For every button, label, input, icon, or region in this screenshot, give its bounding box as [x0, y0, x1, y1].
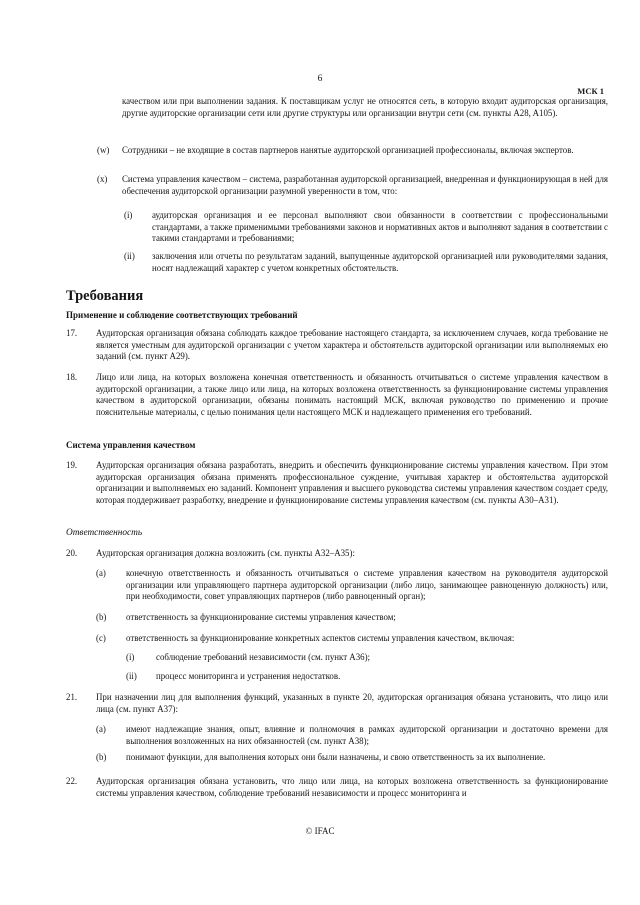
- para-19-text: Аудиторская организация обязана разработать, внедрить и обеспечить функционирование системы управления качеством. При этом аудиторская организация обязана применять профессиональное суждение, учитывая характер и обстоятельства аудиторской организации и выполняемых ею заданий. Компонент управления и высшего руководства системы управления качеством создает среду, которая поддерживает разработку, внедрение и функционирование системы управления качеством (см. пункты A30–A31).: [96, 460, 608, 505]
- para-20-b-label: (b): [96, 612, 107, 622]
- definition-x-i-text: аудиторская организация и ее персонал выполняют свои обязанности в соответствии с профессиональными стандартами, а также применимыми требованиями законов и нормативных актов и выполняют задания в соответствии с такими стандартами и требованиями;: [152, 210, 608, 244]
- para-20-c-text: ответственность за функционирование конкретных аспектов системы управления качеством, включая:: [126, 633, 515, 643]
- subheading-quality-system: Система управления качеством: [66, 440, 196, 450]
- para-20-number: 20.: [66, 548, 78, 558]
- para-20-text: Аудиторская организация должна возложить (см. пункты A32–A35):: [96, 548, 355, 558]
- section-heading: Требования: [66, 288, 144, 304]
- footer-copyright: © IFAC: [305, 826, 335, 836]
- para-18-number: 18.: [66, 372, 78, 382]
- para-22-number: 22.: [66, 776, 78, 786]
- para-21-b-label: (b): [96, 752, 107, 762]
- para-21-a-text: имеют надлежащие знания, опыт, влияние и полномочия в рамках аудиторской организации и достаточно времени для выполнения возложенных на них обязанностей (см. пункт A38);: [126, 724, 608, 746]
- para-18-text: Лицо или лица, на которых возложена конечная ответственность и обязанность отчитываться о системе управления качеством в аудиторской организации, а также лицо или лица, на которых возложена ответственность за функционирование системы управления качеством в аудиторской организации, обязаны понимать настоящий МСК, включая руководство по применению и прочие пояснительные материалы, с целью понимания цели настоящего МСК и надлежащего применения его требований.: [96, 372, 608, 417]
- para-22-text: Аудиторская организация обязана установить, что лицо или лица, на которых возложена ответственность за функционирование системы управления качеством, соблюдение требований независимости и процесс мониторинга и: [96, 776, 608, 798]
- definition-x-label: (x): [97, 174, 108, 184]
- para-21-b-text: понимают функции, для выполнения которых они были назначены, и свою ответственность за их выполнение.: [126, 752, 546, 762]
- para-20-c-i-text: соблюдение требований независимости (см. пункт A36);: [156, 652, 371, 662]
- definition-x-ii-label: (ii): [124, 251, 135, 261]
- document-code: МСК 1: [577, 86, 604, 96]
- definition-x-ii-text: заключения или отчеты по результатам заданий, выпущенные аудиторской организацией или руководителями задания, носят надлежащий характер с учетом конкретных обстоятельств.: [152, 251, 608, 273]
- definition-continuation: качеством или при выполнении задания. К поставщикам услуг не относятся сеть, в которую входит аудиторская организация, другие аудиторские организации сети или другие структуры или организации внутри сети (см. пункты A28, A105).: [122, 96, 608, 118]
- para-20-c-i-label: (i): [126, 652, 135, 662]
- para-21-a-label: (a): [96, 724, 106, 734]
- para-17-number: 17.: [66, 328, 78, 338]
- page-number: 6: [317, 74, 323, 84]
- para-20-b-text: ответственность за функционирование системы управления качеством;: [126, 612, 396, 622]
- definition-x-i-label: (i): [124, 210, 133, 220]
- definition-w-text: Сотрудники – не входящие в состав партнеров нанятые аудиторской организацией профессионалы, включая экспертов.: [122, 145, 574, 155]
- para-19-number: 19.: [66, 460, 78, 470]
- para-21-text: При назначении лиц для выполнения функций, указанных в пункте 20, аудиторская организация обязана установить, что лицо или лица (см. пункт A37):: [96, 692, 608, 714]
- definition-x-text: Система управления качеством – система, разработанная аудиторской организацией, внедренная и функционирующая в ней для обеспечения аудиторской организации разумной уверенности в том, что:: [122, 174, 608, 196]
- para-20-a-label: (a): [96, 568, 106, 578]
- para-17-text: Аудиторская организация обязана соблюдать каждое требование настоящего стандарта, за исключением случаев, когда требование не является уместным для аудиторской организации с учетом характера и обстоятельств аудиторской организации или выполняемых ею заданий (см. пункт A29).: [96, 328, 608, 362]
- para-21-number: 21.: [66, 692, 78, 702]
- definition-w-label: (w): [97, 145, 110, 155]
- para-20-c-ii-text: процесс мониторинга и устранения недостатков.: [156, 671, 341, 681]
- subheading-application: Применение и соблюдение соответствующих требований: [66, 310, 298, 320]
- para-20-c-label: (c): [96, 633, 106, 643]
- para-20-c-ii-label: (ii): [126, 671, 137, 681]
- subheading-responsibility: Ответственность: [66, 528, 143, 538]
- para-20-a-text: конечную ответственность и обязанность отчитываться о системе управления качеством на руководителя аудиторской организации или управляющего партнера аудиторской организации (либо лицо, занимающее равноценную должность) или, при необходимости, совет управляющих партнеров (либо равноценный орган);: [126, 568, 608, 602]
